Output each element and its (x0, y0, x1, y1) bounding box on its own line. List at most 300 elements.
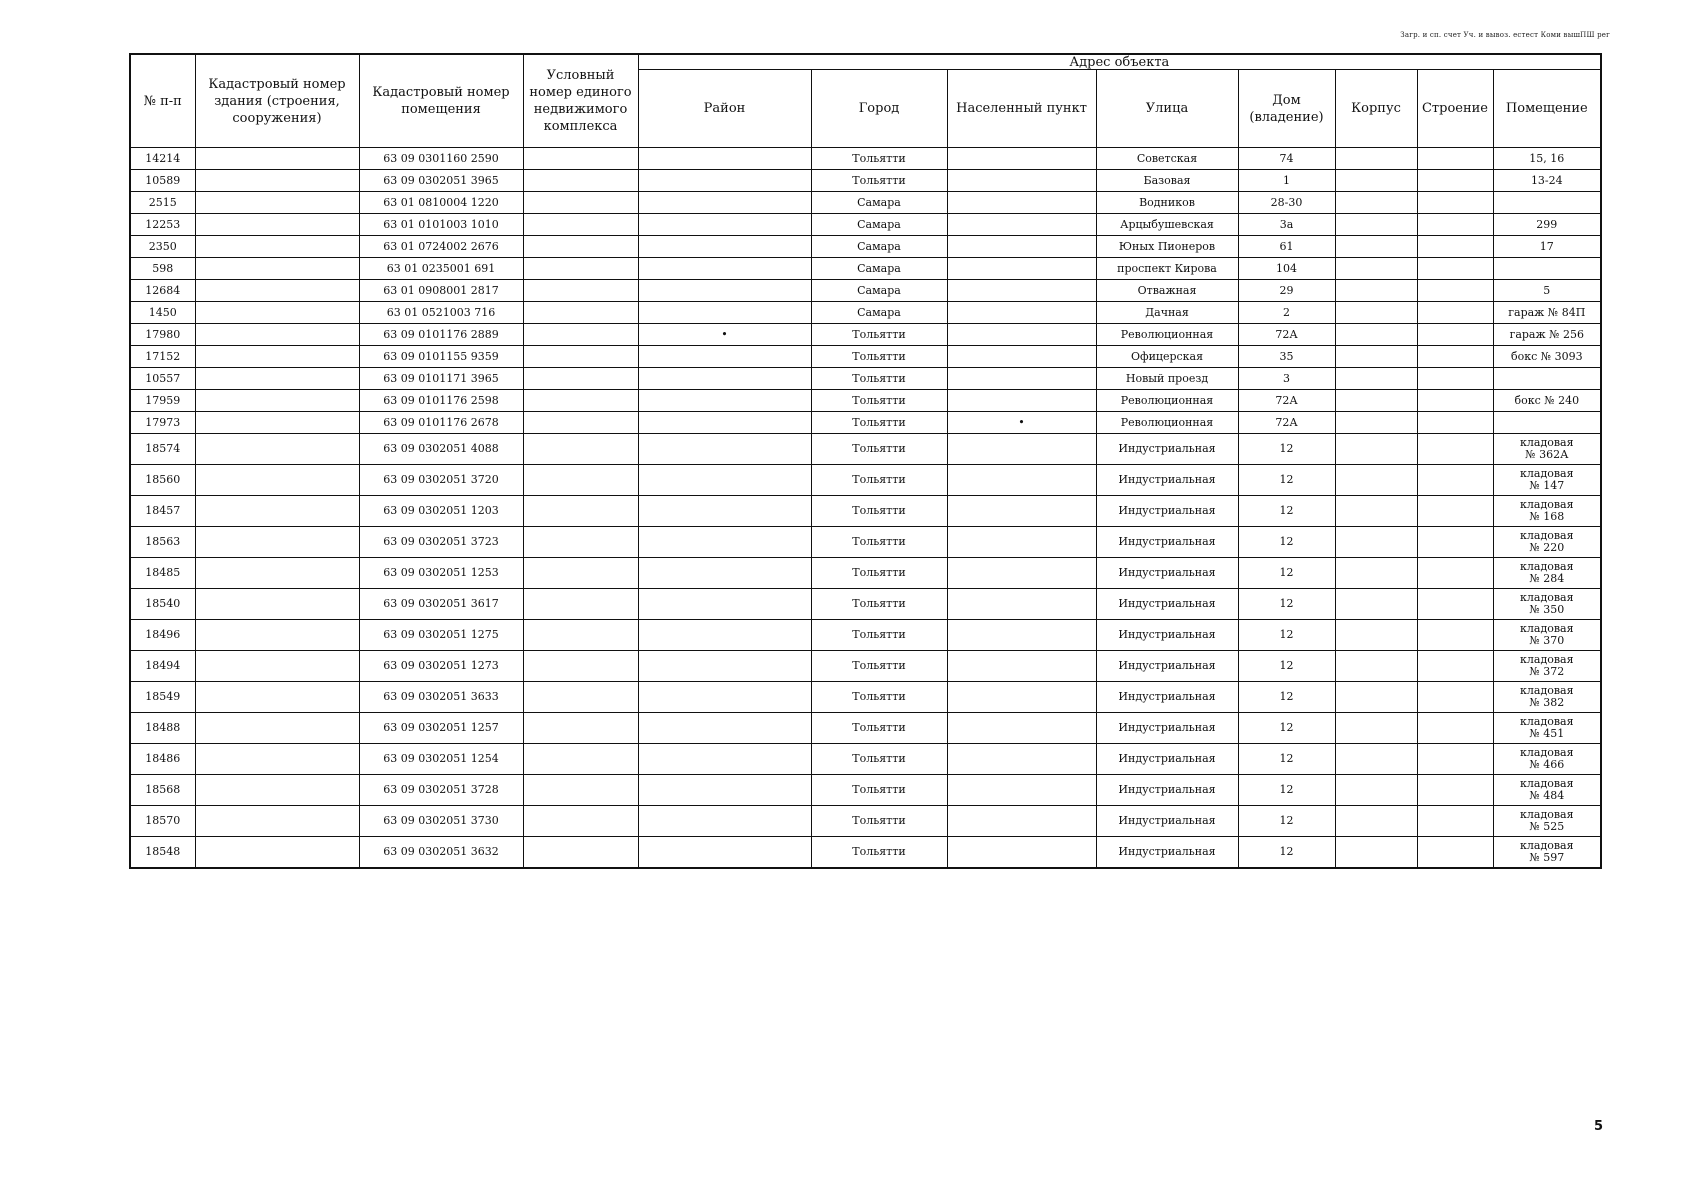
cell-district (638, 192, 811, 214)
cell-num: 18568 (130, 775, 195, 806)
table-header (130, 54, 1601, 148)
cell-room-cadastral: 63 09 0302051 1275 (359, 620, 523, 651)
cell-room (1493, 302, 1601, 324)
cell-building-cadastral (195, 368, 359, 390)
cell-district (638, 620, 811, 651)
room-number: № 525 (1529, 820, 1565, 833)
cell-room-cadastral: 63 09 0101176 2598 (359, 390, 523, 412)
cell-korpus (1335, 806, 1417, 837)
cell-house: 12 (1238, 496, 1335, 527)
cell-korpus (1335, 713, 1417, 744)
cell-korpus (1335, 280, 1417, 302)
cell-building-cadastral (195, 775, 359, 806)
cell-street: Отважная (1096, 280, 1238, 302)
cell-settlement (947, 496, 1096, 527)
cell-num: 17152 (130, 346, 195, 368)
cell-num: 18570 (130, 806, 195, 837)
cell-room (1493, 368, 1601, 390)
cell-room (1493, 258, 1601, 280)
cell-building-cadastral (195, 170, 359, 192)
cell-street: Индустриальная (1096, 651, 1238, 682)
cell-district (638, 837, 811, 869)
cell-district (638, 744, 811, 775)
cell-building-cadastral (195, 806, 359, 837)
cell-num: 1450 (130, 302, 195, 324)
cell-district (638, 496, 811, 527)
cell-room-cadastral: 63 01 0235001 691 (359, 258, 523, 280)
cell-street: Индустриальная (1096, 713, 1238, 744)
cell-num: 18486 (130, 744, 195, 775)
cell-room (1493, 412, 1601, 434)
room-label: кладовая (1520, 591, 1574, 604)
cell-korpus (1335, 390, 1417, 412)
cell-building-cadastral (195, 412, 359, 434)
room-label: гараж № 256 (1509, 327, 1585, 341)
cell-complex-number (523, 214, 638, 236)
table-row (130, 434, 1601, 465)
cell-house: 12 (1238, 806, 1335, 837)
cell-district (638, 368, 811, 390)
cell-stroenie (1417, 390, 1493, 412)
cell-korpus (1335, 236, 1417, 258)
cell-stroenie (1417, 496, 1493, 527)
cell-house: 72А (1238, 412, 1335, 434)
table-row (130, 558, 1601, 589)
cell-street: Водников (1096, 192, 1238, 214)
cell-room-cadastral: 63 09 0101176 2889 (359, 324, 523, 346)
cell-street: Новый проезд (1096, 368, 1238, 390)
cell-room-cadastral: 63 09 0302051 3965 (359, 170, 523, 192)
room-number: № 597 (1529, 851, 1565, 864)
room-number: № 220 (1529, 541, 1565, 554)
cell-settlement (947, 346, 1096, 368)
cell-num: 18549 (130, 682, 195, 713)
cell-room (1493, 620, 1601, 651)
cell-num: 10557 (130, 368, 195, 390)
cell-house: 35 (1238, 346, 1335, 368)
cell-house: 12 (1238, 713, 1335, 744)
cell-district (638, 682, 811, 713)
cell-stroenie (1417, 713, 1493, 744)
corner-note: Загр. и сп. счет Уч. и вывоз. естест Коми вышПШ рег (1400, 31, 1610, 39)
header-district: Район (638, 70, 811, 148)
cell-settlement (947, 713, 1096, 744)
room-number: № 284 (1529, 572, 1565, 585)
cell-room (1493, 214, 1601, 236)
cell-building-cadastral (195, 713, 359, 744)
cell-korpus (1335, 496, 1417, 527)
table-row (130, 713, 1601, 744)
cell-stroenie (1417, 324, 1493, 346)
cell-complex-number (523, 806, 638, 837)
room-label: бокс № 240 (1514, 393, 1580, 407)
cell-city: Самара (811, 192, 947, 214)
cell-street: Индустриальная (1096, 744, 1238, 775)
cell-district (638, 236, 811, 258)
cell-num: 18563 (130, 527, 195, 558)
room-label: кладовая (1520, 560, 1574, 573)
cell-complex-number (523, 390, 638, 412)
cell-complex-number (523, 236, 638, 258)
cell-room-cadastral: 63 09 0302051 1257 (359, 713, 523, 744)
cell-building-cadastral (195, 744, 359, 775)
room-label: кладовая (1520, 467, 1574, 480)
cell-building-cadastral (195, 558, 359, 589)
cell-num: 12253 (130, 214, 195, 236)
table-row (130, 148, 1601, 170)
cell-korpus (1335, 302, 1417, 324)
cell-district (638, 651, 811, 682)
cell-district (638, 412, 811, 434)
cell-building-cadastral (195, 434, 359, 465)
cell-room-cadastral: 63 09 0302051 1203 (359, 496, 523, 527)
cell-settlement (947, 368, 1096, 390)
cell-district (638, 558, 811, 589)
cell-street: Советская (1096, 148, 1238, 170)
header-house: Дом (владение) (1238, 70, 1335, 148)
cell-city: Тольятти (811, 465, 947, 496)
cell-room (1493, 465, 1601, 496)
cell-complex-number (523, 258, 638, 280)
cell-room-cadastral: 63 01 0521003 716 (359, 302, 523, 324)
cell-street: Индустриальная (1096, 837, 1238, 869)
cell-building-cadastral (195, 837, 359, 869)
cell-korpus (1335, 346, 1417, 368)
registry-table (129, 53, 1602, 869)
header-street: Улица (1096, 70, 1238, 148)
cell-room (1493, 558, 1601, 589)
cell-house: 74 (1238, 148, 1335, 170)
cell-house: 1 (1238, 170, 1335, 192)
cell-stroenie (1417, 775, 1493, 806)
cell-korpus (1335, 837, 1417, 869)
cell-complex-number (523, 346, 638, 368)
table-row (130, 258, 1601, 280)
cell-num: 598 (130, 258, 195, 280)
cell-settlement (947, 620, 1096, 651)
cell-city: Тольятти (811, 148, 947, 170)
cell-room (1493, 837, 1601, 869)
room-number: № 147 (1529, 479, 1565, 492)
cell-street: Индустриальная (1096, 496, 1238, 527)
cell-stroenie (1417, 837, 1493, 869)
cell-settlement (947, 236, 1096, 258)
table-row (130, 236, 1601, 258)
cell-stroenie (1417, 280, 1493, 302)
cell-room-cadastral: 63 09 0301160 2590 (359, 148, 523, 170)
cell-stroenie (1417, 346, 1493, 368)
cell-house: 12 (1238, 744, 1335, 775)
cell-complex-number (523, 589, 638, 620)
cell-complex-number (523, 280, 638, 302)
cell-settlement (947, 558, 1096, 589)
cell-building-cadastral (195, 527, 359, 558)
cell-room-cadastral: 63 01 0908001 2817 (359, 280, 523, 302)
cell-street: Дачная (1096, 302, 1238, 324)
cell-settlement (947, 434, 1096, 465)
cell-room (1493, 434, 1601, 465)
cell-city: Тольятти (811, 682, 947, 713)
cell-korpus (1335, 148, 1417, 170)
cell-city: Тольятти (811, 390, 947, 412)
room-label: бокс № 3093 (1510, 349, 1583, 363)
cell-room (1493, 192, 1601, 214)
table-row (130, 192, 1601, 214)
cell-room-cadastral: 63 09 0101171 3965 (359, 368, 523, 390)
cell-city: Тольятти (811, 527, 947, 558)
cell-complex-number (523, 620, 638, 651)
header-complex-number: Условный номер единого недвижимого комплекса (523, 54, 638, 148)
cell-room-cadastral: 63 01 0101003 1010 (359, 214, 523, 236)
room-label: кладовая (1520, 498, 1574, 511)
table-row (130, 302, 1601, 324)
cell-street: Революционная (1096, 390, 1238, 412)
cell-building-cadastral (195, 390, 359, 412)
cell-stroenie (1417, 651, 1493, 682)
cell-num: 18457 (130, 496, 195, 527)
cell-district (638, 170, 811, 192)
cell-room-cadastral: 63 09 0101176 2678 (359, 412, 523, 434)
cell-num: 2515 (130, 192, 195, 214)
cell-house: 29 (1238, 280, 1335, 302)
cell-house: 12 (1238, 837, 1335, 869)
cell-korpus (1335, 558, 1417, 589)
cell-district (638, 258, 811, 280)
cell-room-cadastral: 63 09 0302051 3723 (359, 527, 523, 558)
cell-settlement (947, 170, 1096, 192)
cell-stroenie (1417, 558, 1493, 589)
cell-settlement (947, 589, 1096, 620)
cell-stroenie (1417, 302, 1493, 324)
cell-house: 12 (1238, 465, 1335, 496)
cell-num: 12684 (130, 280, 195, 302)
cell-settlement (947, 302, 1096, 324)
cell-room (1493, 170, 1601, 192)
cell-city: Самара (811, 302, 947, 324)
cell-house: 12 (1238, 527, 1335, 558)
cell-room-cadastral: 63 09 0302051 3633 (359, 682, 523, 713)
cell-room-cadastral: 63 01 0810004 1220 (359, 192, 523, 214)
cell-num: 2350 (130, 236, 195, 258)
cell-room (1493, 744, 1601, 775)
cell-stroenie (1417, 465, 1493, 496)
cell-room (1493, 236, 1601, 258)
table-row (130, 496, 1601, 527)
cell-city: Самара (811, 280, 947, 302)
cell-korpus (1335, 412, 1417, 434)
cell-korpus (1335, 527, 1417, 558)
cell-complex-number (523, 837, 638, 869)
cell-room-cadastral: 63 09 0302051 3632 (359, 837, 523, 869)
cell-building-cadastral (195, 258, 359, 280)
cell-room-cadastral: 63 09 0302051 1273 (359, 651, 523, 682)
cell-korpus (1335, 589, 1417, 620)
cell-num: 18488 (130, 713, 195, 744)
table-row (130, 368, 1601, 390)
cell-street: Индустриальная (1096, 434, 1238, 465)
cell-district (638, 527, 811, 558)
cell-stroenie (1417, 170, 1493, 192)
cell-street: Арцыбушевская (1096, 214, 1238, 236)
cell-building-cadastral (195, 346, 359, 368)
cell-house: 12 (1238, 558, 1335, 589)
cell-house: 12 (1238, 775, 1335, 806)
cell-korpus (1335, 651, 1417, 682)
cell-street: Индустриальная (1096, 806, 1238, 837)
cell-district: • (638, 324, 811, 346)
cell-house: 104 (1238, 258, 1335, 280)
cell-complex-number (523, 558, 638, 589)
table-row (130, 390, 1601, 412)
cell-district (638, 346, 811, 368)
cell-complex-number (523, 713, 638, 744)
cell-room (1493, 651, 1601, 682)
room-label: 15, 16 (1529, 151, 1565, 165)
cell-stroenie (1417, 236, 1493, 258)
cell-building-cadastral (195, 148, 359, 170)
room-label: 13-24 (1530, 173, 1563, 187)
cell-street: Индустриальная (1096, 620, 1238, 651)
header-settlement: Населенный пункт (947, 70, 1096, 148)
cell-stroenie (1417, 682, 1493, 713)
table-row (130, 589, 1601, 620)
cell-district (638, 390, 811, 412)
table-row (130, 806, 1601, 837)
cell-num: 18496 (130, 620, 195, 651)
cell-num: 18548 (130, 837, 195, 869)
cell-street: Индустриальная (1096, 682, 1238, 713)
cell-complex-number (523, 527, 638, 558)
cell-korpus (1335, 368, 1417, 390)
cell-stroenie (1417, 148, 1493, 170)
cell-room (1493, 806, 1601, 837)
table-row (130, 744, 1601, 775)
cell-stroenie (1417, 192, 1493, 214)
cell-room-cadastral: 63 09 0302051 3720 (359, 465, 523, 496)
cell-district (638, 148, 811, 170)
cell-street: Индустриальная (1096, 465, 1238, 496)
header-room-cadastral: Кадастровый номер помещения (359, 54, 523, 148)
table-row (130, 346, 1601, 368)
cell-street: Индустриальная (1096, 589, 1238, 620)
cell-city: Тольятти (811, 324, 947, 346)
room-label: 299 (1536, 217, 1558, 231)
cell-building-cadastral (195, 651, 359, 682)
cell-stroenie (1417, 527, 1493, 558)
cell-city: Тольятти (811, 837, 947, 869)
cell-city: Тольятти (811, 620, 947, 651)
cell-stroenie (1417, 620, 1493, 651)
cell-district (638, 465, 811, 496)
cell-house: 3 (1238, 368, 1335, 390)
cell-num: 17980 (130, 324, 195, 346)
cell-building-cadastral (195, 496, 359, 527)
header-city: Город (811, 70, 947, 148)
cell-complex-number (523, 192, 638, 214)
cell-num: 18494 (130, 651, 195, 682)
cell-korpus (1335, 258, 1417, 280)
table-row (130, 837, 1601, 869)
cell-num: 18560 (130, 465, 195, 496)
cell-settlement (947, 775, 1096, 806)
cell-house: 12 (1238, 651, 1335, 682)
room-label: кладовая (1520, 808, 1574, 821)
cell-district (638, 302, 811, 324)
table-row (130, 682, 1601, 713)
cell-room (1493, 148, 1601, 170)
cell-city: Тольятти (811, 558, 947, 589)
cell-room (1493, 713, 1601, 744)
cell-house: 72А (1238, 324, 1335, 346)
cell-settlement (947, 324, 1096, 346)
room-label: кладовая (1520, 529, 1574, 542)
cell-complex-number (523, 496, 638, 527)
cell-settlement (947, 837, 1096, 869)
cell-city: Тольятти (811, 434, 947, 465)
table-row (130, 170, 1601, 192)
cell-city: Тольятти (811, 651, 947, 682)
cell-building-cadastral (195, 214, 359, 236)
cell-room (1493, 775, 1601, 806)
cell-stroenie (1417, 434, 1493, 465)
cell-settlement (947, 806, 1096, 837)
cell-num: 10589 (130, 170, 195, 192)
cell-room-cadastral: 63 09 0302051 3617 (359, 589, 523, 620)
cell-settlement (947, 214, 1096, 236)
table-row (130, 651, 1601, 682)
room-label: кладовая (1520, 653, 1574, 666)
room-label: кладовая (1520, 684, 1574, 697)
cell-complex-number (523, 434, 638, 465)
cell-building-cadastral (195, 192, 359, 214)
cell-building-cadastral (195, 324, 359, 346)
cell-house: 12 (1238, 589, 1335, 620)
cell-complex-number (523, 170, 638, 192)
cell-room (1493, 496, 1601, 527)
cell-house: 72А (1238, 390, 1335, 412)
cell-building-cadastral (195, 589, 359, 620)
cell-complex-number (523, 324, 638, 346)
page-number: 5 (1594, 1119, 1604, 1134)
cell-settlement (947, 465, 1096, 496)
cell-num: 14214 (130, 148, 195, 170)
table-row (130, 412, 1601, 434)
cell-house: 61 (1238, 236, 1335, 258)
cell-room-cadastral: 63 09 0302051 4088 (359, 434, 523, 465)
cell-num: 18540 (130, 589, 195, 620)
cell-settlement (947, 258, 1096, 280)
room-label: гараж № 84П (1508, 305, 1586, 319)
cell-house: 28-30 (1238, 192, 1335, 214)
cell-settlement (947, 390, 1096, 412)
cell-room (1493, 324, 1601, 346)
cell-room (1493, 280, 1601, 302)
room-label: 5 (1543, 283, 1551, 297)
cell-house: 3а (1238, 214, 1335, 236)
cell-settlement (947, 744, 1096, 775)
table-row (130, 324, 1601, 346)
cell-district (638, 589, 811, 620)
cell-building-cadastral (195, 682, 359, 713)
table-body (130, 148, 1601, 869)
cell-district (638, 775, 811, 806)
cell-korpus (1335, 744, 1417, 775)
cell-korpus (1335, 324, 1417, 346)
cell-room-cadastral: 63 09 0302051 1253 (359, 558, 523, 589)
cell-district (638, 806, 811, 837)
cell-room-cadastral: 63 09 0302051 3730 (359, 806, 523, 837)
table-row (130, 775, 1601, 806)
